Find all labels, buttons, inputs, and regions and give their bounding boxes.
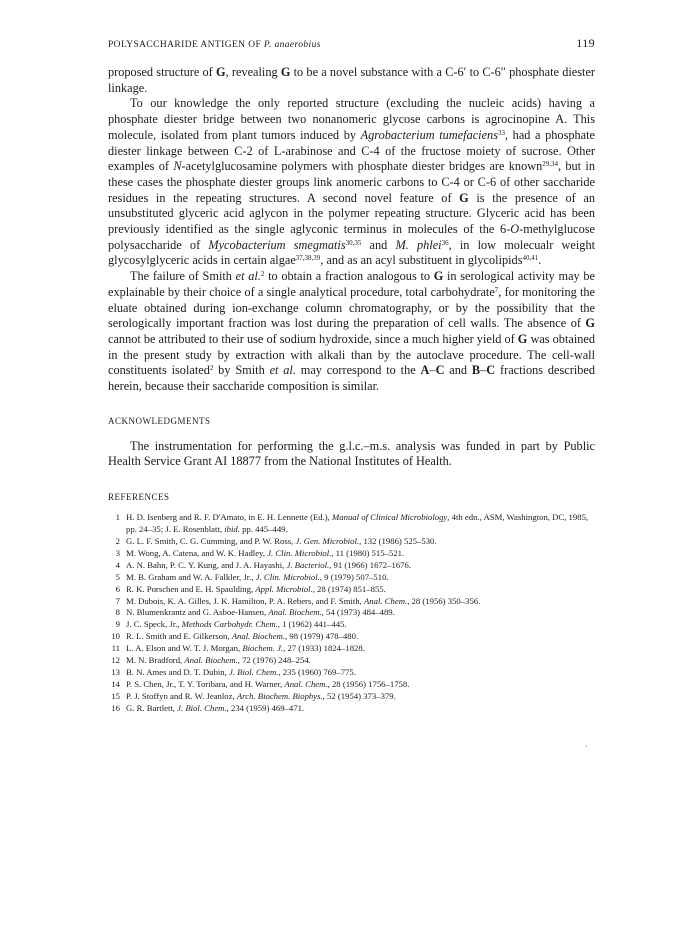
reference-number: 6 — [115, 583, 120, 594]
reference-text: M. Dubois, K. A. Gilles, J. K. Hamilton, P. A. Rebers, and F. Smith, Anal. Chem., 28 (1956) 350–356. — [126, 595, 481, 606]
reference-item — [108, 643, 595, 655]
reference-number: 4 — [115, 559, 120, 570]
reference-text: J. C. Speck, Jr., Methods Carbohydr. Chem., 1 (1962) 441–445. — [126, 619, 347, 630]
reference-number: 3 — [115, 547, 120, 558]
reference-item — [108, 655, 595, 667]
reference-number: 13 — [111, 666, 120, 677]
paragraph-1: proposed structure of G, revealing G to be a novel substance with a C-6′ to C-6″ phosphate diester linkage. — [108, 65, 595, 95]
reference-text: G. R. Bartlett, J. Biol. Chem., 234 (1959) 469–471. — [126, 702, 305, 713]
reference-number: 15 — [111, 690, 120, 701]
reference-item — [108, 619, 595, 631]
reference-text: M. B. Graham and W. A. Falkler, Jr., J. Clin. Microbiol., 9 (1979) 507–510. — [126, 571, 389, 582]
journal-page — [108, 36, 595, 715]
reference-item — [108, 512, 595, 536]
running-title: POLYSACCHARIDE ANTIGEN OF P. anaerobius — [108, 40, 321, 50]
reference-number: 11 — [111, 643, 120, 654]
reference-item — [108, 536, 595, 548]
reference-text: N. Blumenkrantz and G. Asboe-Hansen, Anal. Biochem., 54 (1973) 484–489. — [126, 607, 395, 618]
reference-text: B. N. Ames and D. T. Dubin, J. Biol. Chem., 235 (1960) 769–775. — [126, 666, 356, 677]
reference-text: P. J. Stoffyn and R. W. Jeanloz, Arch. Biochem. Biophys., 52 (1954) 373–379. — [126, 690, 396, 701]
reference-number: 7 — [115, 595, 120, 606]
reference-number: 5 — [115, 571, 120, 582]
acknowledgments-heading: ACKNOWLEDGMENTS — [108, 415, 211, 426]
reference-text: P. S. Chen, Jr., T. Y. Toribara, and H. Warner, Anal. Chem., 28 (1956) 1756–1758. — [126, 678, 410, 689]
reference-item — [108, 679, 595, 691]
reference-number: 2 — [115, 535, 120, 546]
reference-item — [108, 691, 595, 703]
reference-number: 10 — [111, 631, 120, 642]
reference-text: A. N. Bahn, P. C. Y. Kung, and J. A. Hayashi, J. Bacteriol., 91 (1966) 1672–1676. — [126, 559, 411, 570]
reference-item — [108, 607, 595, 619]
reference-number: 16 — [111, 702, 120, 713]
reference-text: L. A. Elson and W. T. J. Morgan, Biochem. J., 27 (1933) 1824–1828. — [126, 643, 365, 654]
reference-text: R. K. Porschen and E. H. Spaulding, Appl. Microbiol., 28 (1974) 851–855. — [126, 583, 386, 594]
reference-text: M. Wong, A. Catena, and W. K. Hadley, J. Clin. Microbiol., 11 (1980) 515–521. — [126, 547, 405, 558]
reference-number: 12 — [111, 655, 120, 666]
paragraph-3: The failure of Smith et al.$^2$ to obtain a fraction analogous to G in serological activity may be explainable by their choice of a single analytical procedure, total carbohydrate$^7$, for monitoring the eluate obtained during ion-exchange column chromatography, or by the possibility that the serologically important fraction was lost during the preparation of cell walls. The absence of G cannot be attributed to their use of sodium hydroxide, since a much higher yield of G was obtained in the present study by extraction with alkali than by the autoclave procedure. The cell-wall constituents isolated$^2$ by Smith et al. may correspond to the A–C and B–C fractions described herein, because their saccharide composition is similar. — [108, 269, 595, 394]
page-number: 119 — [576, 36, 595, 50]
reference-text: G. L. F. Smith, C. G. Cumming, and P. W. Ross, J. Gen. Microbiol., 132 (1986) 525–530. — [126, 535, 437, 546]
reference-item — [108, 584, 595, 596]
reference-item — [108, 596, 595, 608]
reference-item — [108, 703, 595, 715]
reference-number: 9 — [115, 619, 120, 630]
margin-mark: · — [585, 742, 588, 751]
running-header — [108, 36, 595, 51]
reference-item — [108, 560, 595, 572]
reference-item — [108, 631, 595, 643]
references-heading: REFERENCES — [108, 492, 170, 503]
reference-number: 1 — [115, 512, 120, 523]
running-title-species: P. anaerobius — [263, 40, 321, 50]
reference-item — [108, 548, 595, 560]
reference-text: H. D. Isenberg and R. F. D'Amato, in E. H. Lennette (Ed.), Manual of Clinical Microbiology, 4th edn., ASM, Washington, DC, 1985, pp. 24–35; J. E. Rosenblatt, ibid. pp. 445–449. — [126, 512, 589, 535]
paragraph-2: To our knowledge the only reported structure (excluding the nucleic acids) having a phosphate diester bridge between two nonanomeric glycose carbons is agrocinopine A. This molecule, isolated from plant tumors induced by Agrobacterium tumefaciens$^{33}$, had a phosphate diester linkage between C-2 of L-arabinose and C-4 of the fructose moiety of sucrose. Other examples of N-acetylglucosamine polymers with phosphate diester bridges are known$^{29,34}$, but in these cases the phosphate diester groups link anomeric carbons to C-4 or C-6 of other saccharide residues in the repeating structures. A second novel feature of G is the presence of an unsubstituted glyceric acid aglycon in the polymer repeating structure. Glyceric acid has been previously identified as the single aglyconic terminus in molecules of the 6-O-methylglucose polysaccharide of Mycobacterium smegmatis$^{30,35}$ and M. phlei$^{36}$, in low molecualr weight glycosylglyceric acids in certain algae$^{37,38,39}$, and as an acyl substituent in glycolipids$^{40,41}$. — [108, 96, 596, 268]
body-text — [108, 65, 595, 395]
references-list — [108, 512, 595, 714]
reference-text: R. L. Smith and E. Gilkerson, Anal. Biochem., 98 (1979) 478–480. — [126, 631, 359, 642]
reference-number: 8 — [115, 607, 120, 618]
reference-item — [108, 667, 595, 679]
acknowledgments-text: The instrumentation for performing the g.l.c.–m.s. analysis was funded in part by Public Health Service Grant AI 18877 from the National Institutes of Health. — [108, 438, 595, 469]
reference-number: 14 — [111, 678, 120, 689]
reference-item — [108, 572, 595, 584]
reference-text: M. N. Bradford, Anal. Biochem., 72 (1976) 248–254. — [126, 655, 311, 666]
